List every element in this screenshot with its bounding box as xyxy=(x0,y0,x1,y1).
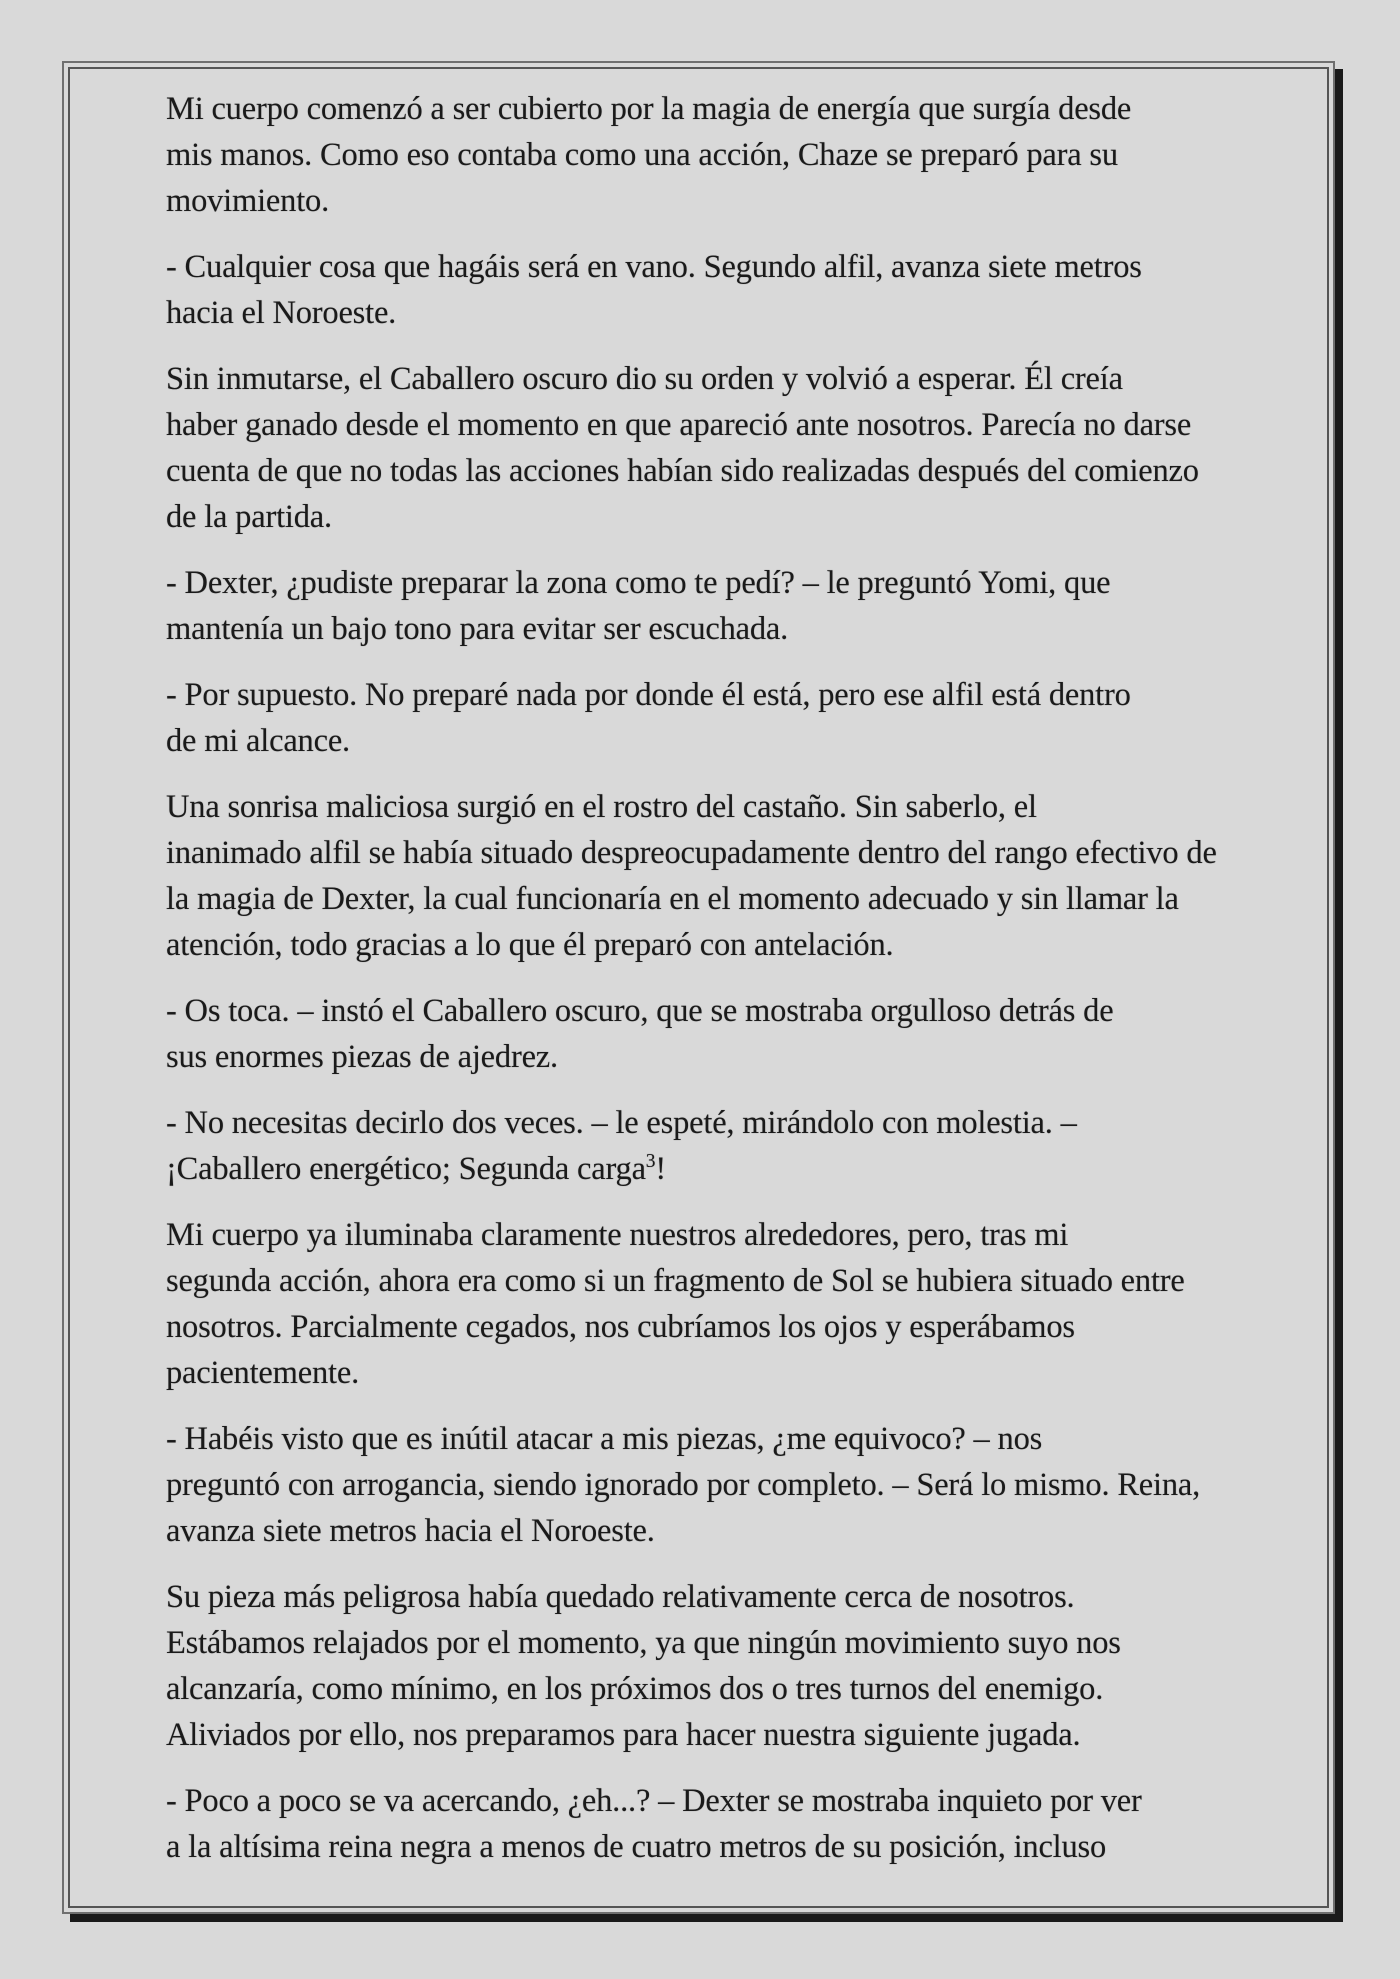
paragraph-3 xyxy=(82,356,1332,540)
paragraph-7 xyxy=(82,988,1332,1080)
text-line: de la partida. xyxy=(166,499,332,535)
text-line: mis manos. Como eso contaba como una acción, Chaze se preparó para su xyxy=(166,137,1118,173)
paragraph-9 xyxy=(82,1212,1332,1396)
text-line: - Os toca. – instó el Caballero oscuro, que se mostraba orgulloso detrás de xyxy=(166,993,1114,1029)
text-line: - Por supuesto. No preparé nada por donde él está, pero ese alfil está dentro xyxy=(166,677,1131,713)
text-body xyxy=(82,86,1332,1870)
text-line: a la altísima reina negra a menos de cuatro metros de su posición, incluso xyxy=(166,1829,1107,1865)
text-line: haber ganado desde el momento en que apareció ante nosotros. Parecía no darse xyxy=(166,407,1192,443)
text-line: cuenta de que no todas las acciones habían sido realizadas después del comienzo xyxy=(166,453,1199,489)
text-line: movimiento. xyxy=(166,183,329,219)
text-line: - Poco a poco se va acercando, ¿eh...? – Dexter se mostraba inquieto por ver xyxy=(166,1783,1142,1819)
text-line: Aliviados por ello, nos preparamos para hacer nuestra siguiente jugada. xyxy=(166,1717,1081,1753)
text-line: - Dexter, ¿pudiste preparar la zona como te pedí? – le preguntó Yomi, que xyxy=(166,565,1111,601)
text-line: Sin inmutarse, el Caballero oscuro dio su orden y volvió a esperar. Él creía xyxy=(166,361,1123,397)
text-line: Una sonrisa maliciosa surgió en el rostro del castaño. Sin saberlo, el xyxy=(166,789,1037,825)
paragraph-8 xyxy=(82,1100,1332,1192)
text-segment: ¡Caballero energético; Segunda carga xyxy=(166,1151,646,1187)
paragraph-1 xyxy=(82,86,1332,224)
text-line: nosotros. Parcialmente cegados, nos cubríamos los ojos y esperábamos xyxy=(166,1309,1075,1345)
text-line: sus enormes piezas de ajedrez. xyxy=(166,1039,558,1075)
paragraph-4 xyxy=(82,560,1332,652)
paragraph-6 xyxy=(82,784,1332,968)
text-line: atención, todo gracias a lo que él preparó con antelación. xyxy=(166,927,894,963)
text-line: - Habéis visto que es inútil atacar a mis piezas, ¿me equivoco? – nos xyxy=(166,1421,1043,1457)
text-line-with-footnote xyxy=(82,1146,1332,1192)
text-line: - Cualquier cosa que hagáis será en vano. Segundo alfil, avanza siete metros xyxy=(166,249,1142,285)
text-line: avanza siete metros hacia el Noroeste. xyxy=(166,1513,655,1549)
paragraph-2 xyxy=(82,244,1332,336)
text-line: la magia de Dexter, la cual funcionaría en el momento adecuado y sin llamar la xyxy=(166,881,1179,917)
text-line: preguntó con arrogancia, siendo ignorado por completo. – Será lo mismo. Reina, xyxy=(166,1467,1201,1503)
text-line: alcanzaría, como mínimo, en los próximos dos o tres turnos del enemigo. xyxy=(166,1671,1104,1707)
text-line: hacia el Noroeste. xyxy=(166,295,397,331)
text-line: Mi cuerpo comenzó a ser cubierto por la magia de energía que surgía desde xyxy=(166,91,1132,127)
text-line: mantenía un bajo tono para evitar ser escuchada. xyxy=(166,611,789,647)
paragraph-10 xyxy=(82,1416,1332,1554)
footnote-mark[interactable]: 3 xyxy=(645,1151,656,1173)
text-line: de mi alcance. xyxy=(166,723,350,759)
text-line: pacientemente. xyxy=(166,1355,359,1391)
text-line: Su pieza más peligrosa había quedado relativamente cerca de nosotros. xyxy=(166,1579,1075,1615)
paragraph-5 xyxy=(82,672,1332,764)
text-line: segunda acción, ahora era como si un fragmento de Sol se hubiera situado entre xyxy=(166,1263,1185,1299)
text-line: Mi cuerpo ya iluminaba claramente nuestros alrededores, pero, tras mi xyxy=(166,1217,1069,1253)
text-line: inanimado alfil se había situado despreocupadamente dentro del rango efectivo de xyxy=(166,835,1217,871)
paragraph-12 xyxy=(82,1778,1332,1870)
paragraph-11 xyxy=(82,1574,1332,1758)
text-segment: ! xyxy=(655,1151,666,1187)
text-line: - No necesitas decirlo dos veces. – le espeté, mirándolo con molestia. – xyxy=(166,1105,1077,1141)
text-line: Estábamos relajados por el momento, ya que ningún movimiento suyo nos xyxy=(166,1625,1121,1661)
